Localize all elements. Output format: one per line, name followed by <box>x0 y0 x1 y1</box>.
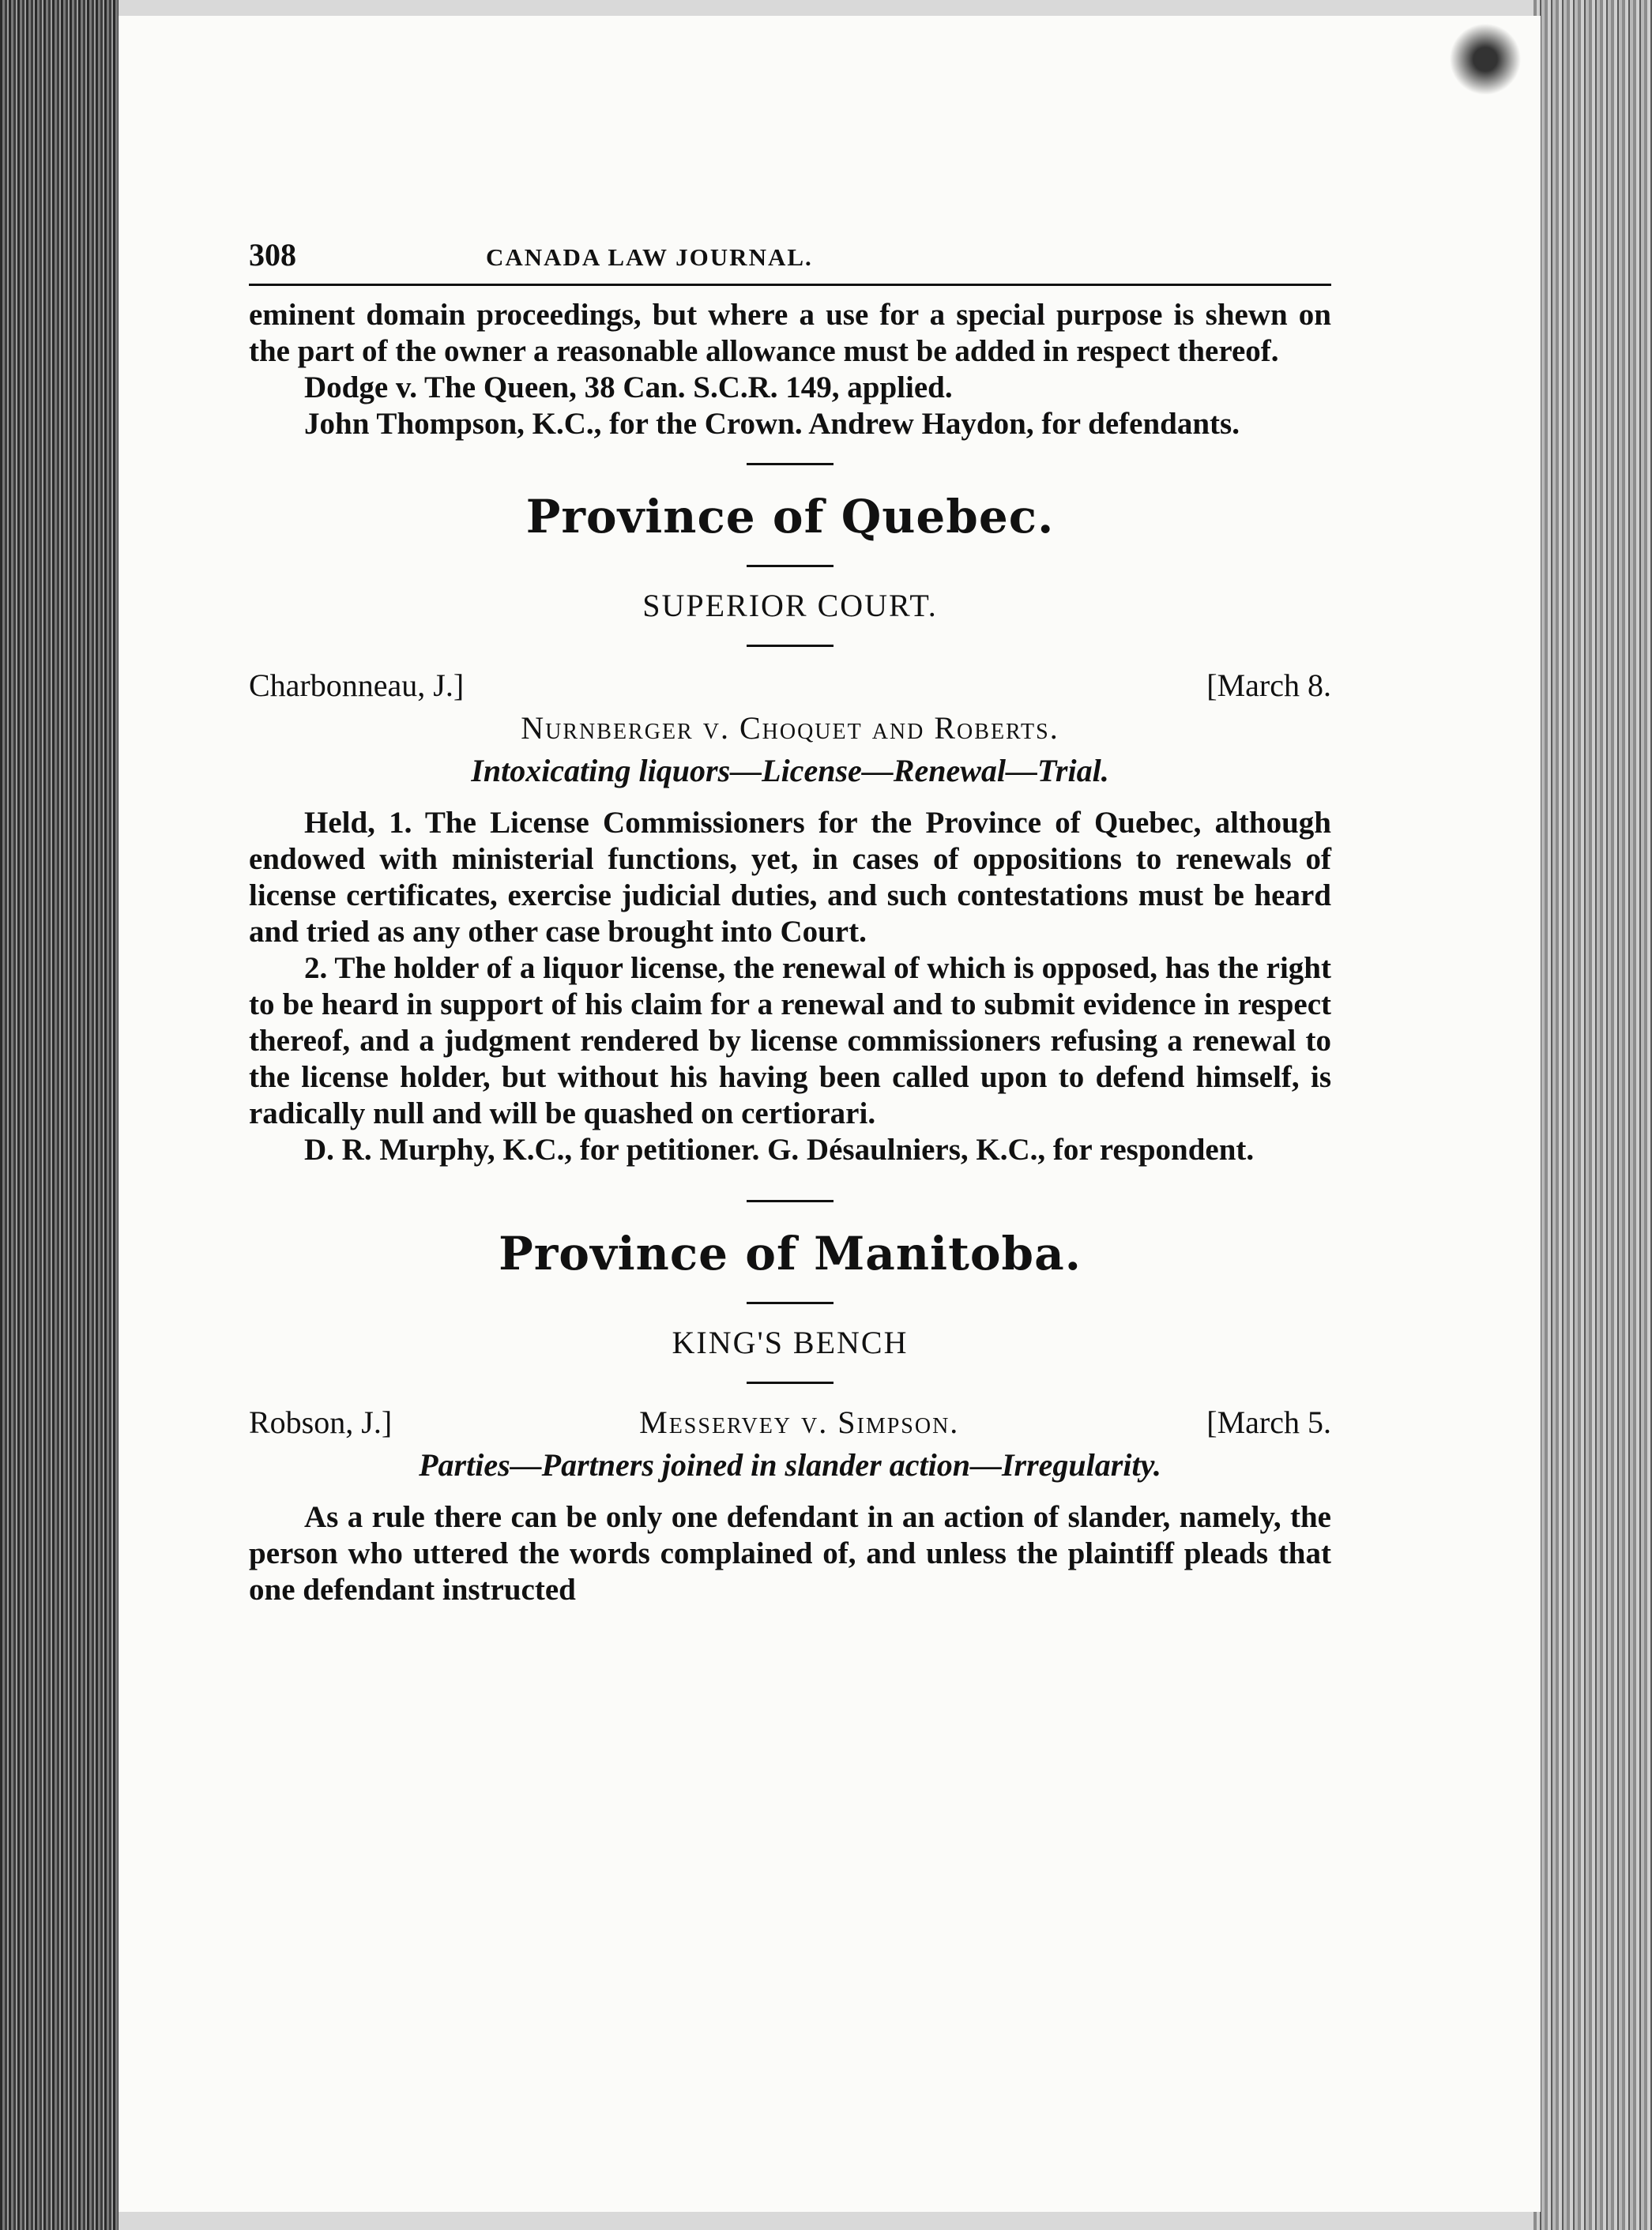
heading-divider <box>747 565 834 567</box>
judge-name: Robson, J.] <box>249 1405 393 1440</box>
scan-edge-left <box>0 0 119 2230</box>
case-title-manitoba: Messervey v. Simpson. <box>639 1405 960 1440</box>
scan-mark <box>1438 24 1533 95</box>
page-content <box>249 237 1331 1608</box>
case-header-manitoba <box>249 1405 1331 1441</box>
holding-1: Held, 1. The License Commissioners for the Province of Quebec, although endowed with ministerial functions, yet, in cases of oppositions to renewals of license certificates, exercise judicial duties, and such contestations must be heard and tried as any other case brought into Court. <box>249 806 1331 949</box>
scan-edge-right <box>1533 0 1652 2230</box>
case-title-quebec: Nurnberger v. Choquet and Roberts. <box>521 710 1059 746</box>
intro-paragraph: eminent domain proceedings, but where a use for a special purpose is shewn on the part of the owner a reasonable allowance must be added in respect thereof. <box>249 298 1331 368</box>
intro-citation: Dodge v. The Queen, 38 Can. S.C.R. 149, applied. <box>304 370 953 404</box>
section-divider <box>747 463 834 465</box>
case-subject-quebec: Intoxicating liquors—License—Renewal—Trial. <box>471 753 1109 788</box>
court-name-manitoba: KING'S BENCH <box>672 1325 909 1360</box>
journal-title: CANADA LAW JOURNAL. <box>486 243 813 271</box>
province-heading-manitoba: Province of Manitoba. <box>499 1227 1082 1280</box>
heading-divider <box>747 1302 834 1304</box>
heading-divider <box>747 1382 834 1384</box>
section-divider <box>747 1200 834 1202</box>
heading-divider <box>747 645 834 647</box>
holding-2: 2. The holder of a liquor license, the renewal of which is opposed, has the right to be heard in support of his claim for a renewal and to submit evidence in respect thereof, and a judgment rendered by license commissioners refusing a renewal to the license holder, but without his having been called upon to defend himself, is radically null and will be quashed on certiorari. <box>249 951 1331 1130</box>
case-date: [March 5. <box>1206 1405 1331 1440</box>
page-number: 308 <box>249 237 296 273</box>
case-date: [March 8. <box>1206 667 1331 703</box>
running-head <box>249 237 1331 276</box>
case-subject-manitoba: Parties—Partners joined in slander action—Irregularity. <box>419 1447 1161 1483</box>
counsel-quebec: D. R. Murphy, K.C., for petitioner. G. Désaulniers, K.C., for respondent. <box>304 1133 1255 1167</box>
court-name-quebec: SUPERIOR COURT. <box>642 588 938 623</box>
intro-counsel: John Thompson, K.C., for the Crown. Andrew Haydon, for defendants. <box>304 407 1240 441</box>
judge-name: Charbonneau, J.] <box>249 667 465 703</box>
province-heading-quebec: Province of Quebec. <box>525 490 1055 543</box>
header-rule <box>249 284 1331 286</box>
body-manitoba: As a rule there can be only one defendant in an action of slander, namely, the person who uttered the words complained of, and unless the plaintiff pleads that one defendant instructed <box>249 1500 1331 1607</box>
case-header-quebec <box>249 667 1331 704</box>
